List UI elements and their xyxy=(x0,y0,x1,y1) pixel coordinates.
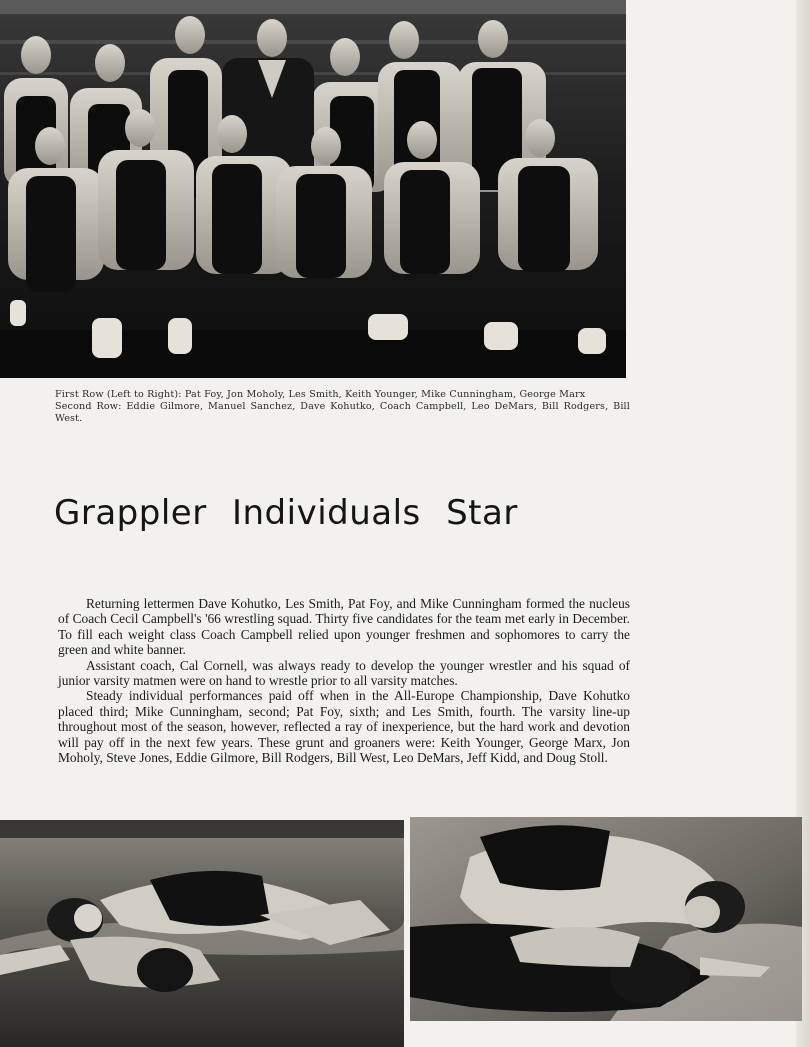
article-paragraph: Assistant coach, Cal Cornell, was always ready to develop the younger wrestler and his squad of junior varsity matmen were on hand to wrestle prior to all varsity matches. xyxy=(58,657,630,689)
article-headline: Grappler Individuals Star xyxy=(54,493,518,533)
photo-caption xyxy=(55,389,630,425)
match-photo-left xyxy=(0,820,404,1047)
article-paragraph: Steady individual performances paid off when in the All-Europe Championship, Dave Kohutko placed third; Mike Cunningham, second; Pat Foy, sixth; and Les Smith, fourth. The varsity line-up throughout most of the season, however, reflected a ray of inexperience, but the hard work and devotion will pay off in the next few years. These grunt and groaners were: Keith Younger, George Marx, Jon Moholy, Steve Jones, Eddie Gilmore, Bill Rodgers, Bill West, Leo DeMars, Jeff Kidd, and Doug Stoll. xyxy=(58,688,630,766)
caption-first-row: First Row (Left to Right): Pat Foy, Jon Moholy, Les Smith, Keith Younger, Mike Cunningham, George Marx xyxy=(55,389,586,400)
article-body xyxy=(58,596,630,765)
match-photo-right xyxy=(410,817,802,1021)
caption-second-row: Second Row: Eddie Gilmore, Manuel Sanchez, Dave Kohutko, Coach Campbell, Leo DeMars, Bill Rodgers, Bill West. xyxy=(55,401,630,424)
team-photo xyxy=(0,0,626,378)
article-paragraph: Returning lettermen Dave Kohutko, Les Smith, Pat Foy, and Mike Cunningham formed the nucleus of Coach Cecil Campbell's '66 wrestling squad. Thirty five candidates for the team met early in December. To fill each weight class Coach Campbell relied upon younger freshmen and sophomores to carry the green and white banner. xyxy=(58,596,630,658)
